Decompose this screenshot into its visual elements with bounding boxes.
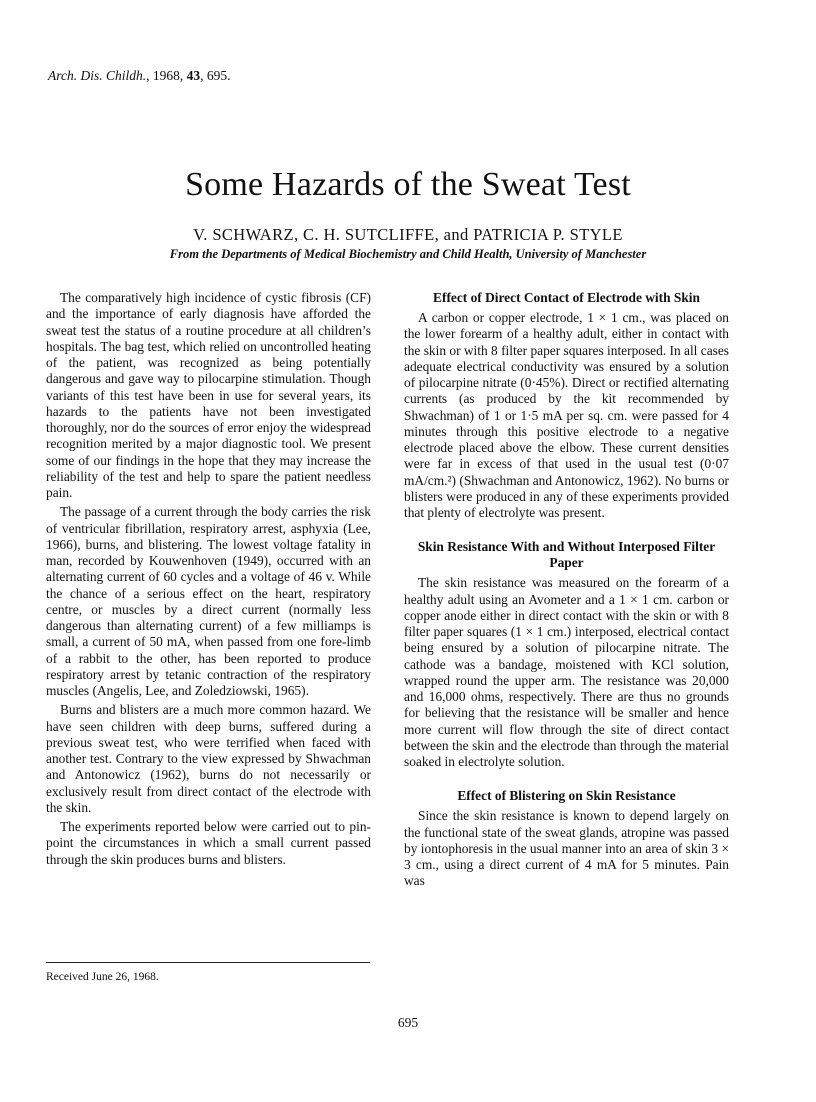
article-affiliation: From the Departments of Medical Biochemistry and Child Health, University of Manchester	[169, 247, 647, 261]
body-paragraph: Since the skin resistance is known to depend largely on the functional state of the sweat glands, atropine was passed by iontophoresis in the usual manner into an area of skin 3 × 3 cm., using a direct current of 4 mA for 5 minutes. Pain was	[404, 808, 729, 889]
right-column	[404, 290, 729, 893]
body-paragraph: The experiments reported below were carried out to pin-point the circumstances in which a small current passed through the skin produces burns and blisters.	[46, 819, 371, 867]
body-paragraph: Burns and blisters are a much more common hazard. We have seen children with deep burns, suffered during a previous sweat test, who were terrified when faced with another test. Contrary to the view expressed by Shwachman and Antonowicz (1962), burns do not necessarily or exclusively result from direct contact of the electrode with the skin.	[46, 702, 371, 815]
body-paragraph: A carbon or copper electrode, 1 × 1 cm., was placed on the lower forearm of a healthy adult, either in contact with the skin or with 8 filter paper squares interposed. In all cases adequate electrical conductivity was ensured by a solution of pilocarpine nitrate (0·45%). Direct or rectified alternating currents (as produced by the kit recommended by Shwachman) of 1 or 1·5 mA per sq. cm. were passed for 4 minutes through this positive electrode to a negative electrode placed above the elbow. These current densities were far in excess of that used in the usual test (0·07 mA/cm.²) (Shwachman and Antonowicz, 1962). No burns or blisters were produced in any of these experiments provided that plenty of electrolyte was present.	[404, 310, 729, 520]
section-heading: Skin Resistance With and Without Interposed Filter Paper	[417, 539, 716, 571]
journal-citation	[48, 68, 231, 84]
page-number: 695	[397, 1015, 419, 1030]
journal-volume: 43	[186, 68, 201, 83]
section-heading: Effect of Direct Contact of Electrode with Skin	[433, 290, 700, 305]
journal-page: , 695.	[200, 68, 231, 83]
article-title: Some Hazards of the Sweat Test	[185, 166, 631, 203]
footnote-divider	[46, 962, 370, 963]
body-paragraph: The passage of a current through the body carries the risk of ventricular fibrillation, respiratory arrest, asphyxia (Lee, 1966), burns, and blistering. The lowest voltage fatality in man, recorded by Kouwenhoven (1949), occurred with an alternating current of 60 cycles and a voltage of 46 v. While the chance of a serious effect on the heart, respiratory centre, or muscles by a direct current (normally less dangerous than alternating current) of a few milliamps is small, a current of 50 mA, when passed from one fore-limb of a rabbit to the other, has been reported to produce respiratory arrest by tetanic contraction of the respiratory muscles (Angelis, Lee, and Zoledziowski, 1965).	[46, 504, 371, 698]
left-column	[46, 290, 371, 871]
body-paragraph: The skin resistance was measured on the forearm of a healthy adult using an Avometer and a 1 × 1 cm. carbon or copper anode either in direct contact with the skin or with 8 filter paper squares (1 × 1 cm.) interposed, electrical contact being ensured by a solution of pilocarpine nitrate. The cathode was a bandage, moistened with KCl solution, wrapped round the upper arm. The resistance was 20,000 and 16,000 ohms, respectively. There are thus no grounds for believing that the resistance will be smaller and hence more current will flow through the site of direct contact between the skin and the electrode than through the material soaked in electrolyte solution.	[404, 575, 729, 769]
section-heading: Effect of Blistering on Skin Resistance	[457, 788, 676, 804]
journal-name: Arch. Dis. Childh.	[48, 68, 147, 83]
body-paragraph: The comparatively high incidence of cystic fibrosis (CF) and the importance of early diagnosis have afforded the sweat test the status of a routine procedure at all children’s hospitals. The bag test, which relied on uncontrolled heating of the patient, was recognized as being potentially dangerous and gave way to pilocarpine stimulation. Though variants of this test have been in use for several years, its hazards to the patients have not been investigated thoroughly, nor do the sources of error enjoy the widespread recognition merited by a major diagnostic tool. We present some of our findings in the hope that they may increase the reliability of the test and help to spare the patient needless pain.	[46, 290, 371, 500]
journal-year: , 1968,	[146, 68, 187, 83]
article-authors: V. SCHWARZ, C. H. SUTCLIFFE, and PATRICIA P. STYLE	[193, 225, 623, 244]
received-date-footnote: Received June 26, 1968.	[46, 971, 159, 983]
